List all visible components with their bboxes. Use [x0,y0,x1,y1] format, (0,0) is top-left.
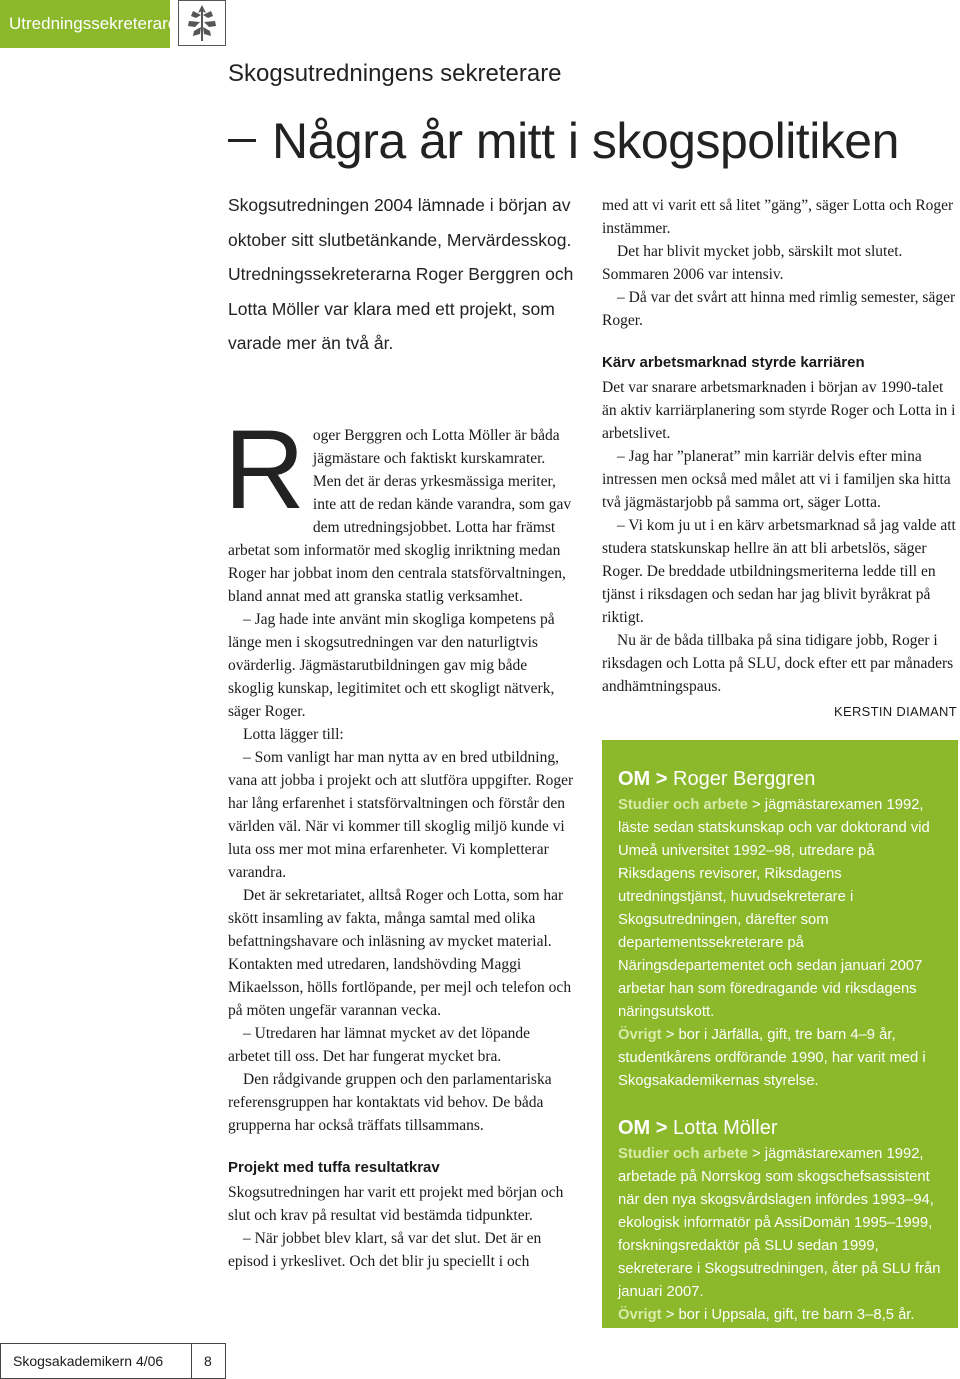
fact-heading: OM > Lotta Möller [618,1117,778,1139]
article-column-2 [602,194,957,723]
paragraph: – Jag har ”planerat” min karriär delvis efter mina intressen men också med målet att vi i familjen ska hitta två jägmästarjobb på samma ort, säger Lotta. [602,448,951,511]
section-tab: Utredningssekreterare [0,0,170,48]
pine-branch-icon [178,0,226,46]
paragraph: – När jobbet blev klart, så var det slut. Det är en episod i yrkeslivet. Och det blir ju speciellt i och [228,1230,542,1270]
article-column-1 [224,407,576,1273]
subheading: Kärv arbetsmarknad styrde karriären [602,354,865,371]
paragraph: Nu är de båda tillbaka på sina tidigare jobb, Roger i riksdagen och Lotta på SLU, dock efter ett par månaders andhämtningspaus. [602,632,954,695]
page-number: 8 [204,1353,212,1369]
paragraph: – Jag hade inte använt min skogliga kompetens på länge men i skogsutredningen var den naturligtvis ovärderlig. Jägmästarutbildningen gav mig både skoglig kunskap, legitimitet och ett skogligt nätverk, säger Roger. [228,611,555,720]
paragraph: Skogsutredningen har varit ett projekt med början och slut och krav på resultat vid bestämda tidpunkter. [228,1184,564,1224]
magazine-name: Skogsakademikern 4/06 [13,1353,164,1369]
paragraph: – Utredaren har lämnat mycket av det löpande arbetet till oss. Det har fungerat mycket bra. [228,1025,531,1065]
fact-heading: OM > Roger Berggren [618,768,816,790]
paragraph: – Vi kom ju ut i en kärv arbetsmarknad så jag valde att studera statskunskap hellre än att bli arbetslös, säger Roger. De breddade utbildningsmeriterna ledde till en tjänst i riksdagen och sedan har jag blivit byråkrat på riktigt. [602,517,956,626]
fact-section-roger [618,766,942,1093]
fact-studies: Studier och arbete > jägmästarexamen 1992, läste sedan statskunskap och var doktorand vid Umeå universitet 1992–98, utredare på Riksdagens revisorer, Riksdagens utredningstjänst, huvudsekreterare i Skogsutredningen, därefter som departementssekreterare på Näringsdepartementet och sedan januari 2007 arbetar han som föredragande vid riksdagens näringsutskott. [618,797,930,1020]
drop-cap: R [224,407,305,532]
paragraph: Lotta lägger till: [243,726,344,743]
kicker: Skogsutredningens sekreterare [228,60,562,87]
fact-other: Övrigt > bor i Järfälla, gift, tre barn 4–9 år, studentkårens ordförande 1990, har varit med i Skogsakademikernas styrelse. [618,1027,926,1089]
paragraph: med att vi varit ett så litet ”gäng”, säger Lotta och Roger instämmer. [602,197,954,237]
paragraph: Det är sekretariatet, alltså Roger och Lotta, som har skött insamling av fakta, många samtal med olika befattningshavare och inläsning av mycket material. Kontakten med utredaren, landshövding Maggi Mikaelsson, hölls fortlöpande, per mejl och telefon och på möten ungefär varannan vecka. [228,887,572,1019]
paragraph: Den rådgivande gruppen och den parlamentariska referensgruppen har kontaktats vid behov. De båda grupperna har också träffats tillsammans. [228,1071,552,1134]
fact-section-lotta [618,1115,942,1327]
fact-studies: Studier och arbete > jägmästarexamen 1992, arbetade på Norrskog som skogschefsassistent när den nya skogsvårdslagen infördes 1993–94, ekologisk informatör på AssiDomän 1995–1999, forskningsredaktör på SLU sedan 1999, sekreterare i Skogsutredningen, åter på SLU från januari 2007. [618,1146,941,1300]
paragraph: Det var snarare arbetsmarknaden i början av 1990-talet än aktiv karriärplanering som styrde Roger och Lotta in i arbetslivet. [602,379,956,442]
fact-other: Övrigt > bor i Uppsala, gift, tre barn 3–8,5 år. [618,1307,915,1323]
page-footer [0,1343,226,1379]
paragraph: Roger Berggren och Lotta Möller är båda jägmästare och faktiskt kurskamrater. Men det är deras yrkesmässiga meriter, inte att de redan kände varandra, som gav dem utredningsjobbet. Lotta har främst arbetat som informatör med skoglig inriktning medan Roger har jobbat inom den centrala statsförvaltningen, bland annat med att granska statlig verksamhet. [224,407,572,605]
headline-text: Några år mitt i skogspolitiken [272,113,899,169]
headline-dash [228,139,256,142]
subheading: Projekt med tuffa resultatkrav [228,1159,440,1176]
footer-divider [191,1344,192,1378]
byline: KERSTIN DIAMANT [834,704,957,719]
paragraph: – Som vanligt har man nytta av en bred utbildning, vana att jobba i projekt och att slutföra uppgifter. Roger har lång erfarenhet i statsförvaltningen och förstår den världen väl. När vi kommer till skoglig miljö kunde vi luta oss mer mot mina erfarenheter. Vi kompletterar varandra. [228,749,574,881]
headline [228,112,953,170]
lead-paragraph: Skogsutredningen 2004 lämnade i början av oktober sitt slutbetänkande, Mervärdesskog. Utredningssekreterarna Roger Berggren och Lotta Möller var klara med ett projekt, som varade mer än två år. [228,195,574,353]
fact-box [602,740,958,1328]
paragraph: Det har blivit mycket jobb, särskilt mot slutet. Sommaren 2006 var intensiv. [602,243,903,283]
paragraph: – Då var det svårt att hinna med rimlig semester, säger Roger. [602,289,956,329]
